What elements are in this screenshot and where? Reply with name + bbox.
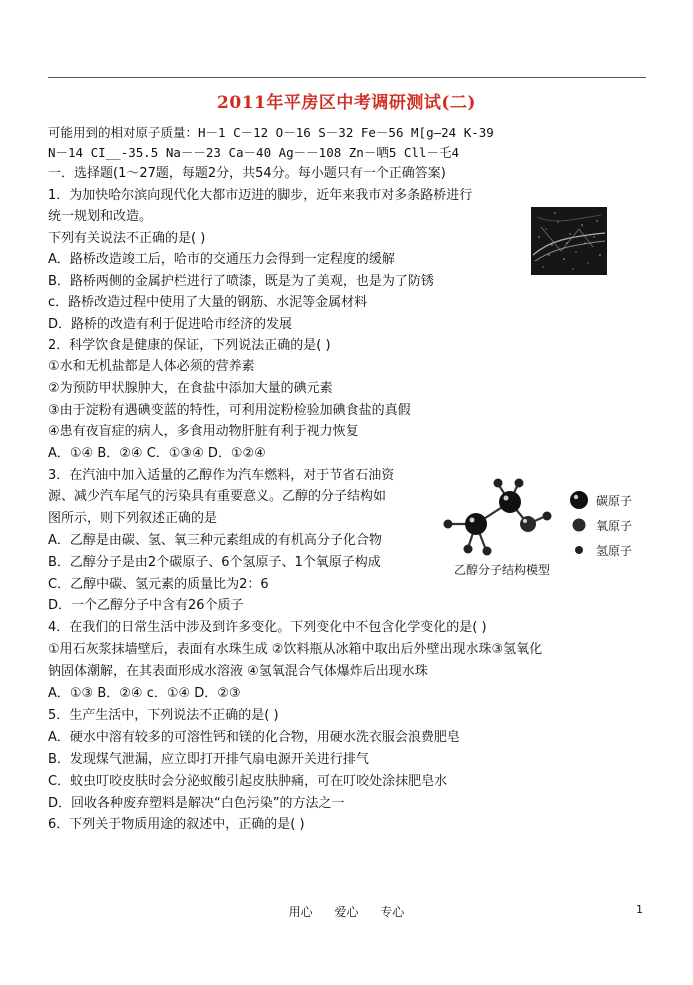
ethanol-model-figure <box>440 478 645 582</box>
page-footer: 用心 爱心 专心 <box>288 905 405 919</box>
page-number: 1 <box>636 903 643 916</box>
figure-caption: 乙醇分子结构模型 <box>454 563 551 577</box>
question-line: 1．为加快哈尔滨向现代化大都市迈进的脚步，近年来我市对多条路桥进行 <box>48 188 473 203</box>
option-line: A．路桥改造竣工后，哈市的交通压力会得到一定程度的缓解 <box>48 252 395 267</box>
question-line: 下列有关说法不正确的是( ) <box>48 231 206 246</box>
statement-line: ①水和无机盐都是人体必须的营养素 <box>48 359 255 374</box>
legend-hydrogen-label: 氢原子 <box>596 544 633 558</box>
option-line: B．发现煤气泄漏，应立即打开排气扇电源开关进行排气 <box>48 752 369 767</box>
option-line: B．乙醇分子是由2个碳原子、6个氢原子、1个氧原子构成 <box>48 555 381 570</box>
option-line: C．蚊虫叮咬皮肤时会分泌蚁酸引起皮肤肿痛，可在叮咬处涂抹肥皂水 <box>48 774 448 789</box>
statement-line: ③由于淀粉有遇碘变蓝的特性，可利用淀粉检验加碘食盐的真假 <box>48 403 411 418</box>
question-line: 统一规划和改造。 <box>48 209 153 224</box>
question-line: 源、减少汽车尾气的污染具有重要意义。乙醇的分子结构如 <box>48 489 387 504</box>
option-line: A．①③ B．②④ c．①④ D．②③ <box>48 686 241 701</box>
statement-line: 钠固体潮解，在其表面形成水溶液 ④氢氧混合气体爆炸后出现水珠 <box>48 664 428 679</box>
legend-carbon-label: 碳原子 <box>596 494 633 508</box>
statement-line: ④患有夜盲症的病人，多食用动物肝脏有利于视力恢复 <box>48 424 359 439</box>
option-line: A．①④ B．②④ C．①③④ D．①②④ <box>48 446 266 461</box>
option-line: D．回收各种废弃塑料是解决“白色污染”的方法之一 <box>48 796 345 811</box>
option-line: D．路桥的改造有利于促进哈市经济的发展 <box>48 317 293 332</box>
question-line: 6．下列关于物质用途的叙述中，正确的是( ) <box>48 817 305 832</box>
section-header: 一．选择题(1～27题，每题2分，共54分。每小题只有一个正确答案) <box>48 166 446 181</box>
question-line: 5．生产生活中，下列说法不正确的是( ) <box>48 708 279 723</box>
top-rule <box>48 77 646 78</box>
option-line: D．一个乙醇分子中含有26个质子 <box>48 598 244 613</box>
question-line: 2．科学饮食是健康的保证，下列说法正确的是( ) <box>48 338 331 353</box>
bridge-photo <box>531 207 607 275</box>
legend-oxygen-label: 氧原子 <box>596 519 633 533</box>
question-line: 4．在我们的日常生活中涉及到许多变化。下列变化中不包含化学变化的是( ) <box>48 620 487 635</box>
atomic-mass-line-1: 可能用到的相对原子质量：H－1 C－12 O－16 S－32 Fe－56 M[g—24 K-39 <box>48 125 494 140</box>
option-line: C．乙醇中碳、氢元素的质量比为2：6 <box>48 577 269 592</box>
statement-line: ①用石灰浆抹墙壁后，表面有水珠生成 ②饮料瓶从冰箱中取出后外壁出现水珠③氢氧化 <box>48 642 543 657</box>
option-line: c．路桥改造过程中使用了大量的钢筋、水泥等金属材料 <box>48 295 368 310</box>
option-line: A．乙醇是由碳、氢、氧三种元素组成的有机高分子化合物 <box>48 533 382 548</box>
statement-line: ②为预防甲状腺肿大，在食盐中添加大量的碘元素 <box>48 381 333 396</box>
option-line: A．硬水中溶有较多的可溶性钙和镁的化合物，用硬水洗衣服会浪费肥皂 <box>48 730 460 745</box>
atomic-mass-line-2: N－14 CI__-35.5 Na－－23 Ca－40 Ag－－108 Zn－哂5 Cll－乇4 <box>48 145 459 160</box>
question-line: 图所示，则下列叙述正确的是 <box>48 511 218 526</box>
question-line: 3．在汽油中加入适量的乙醇作为汽车燃料，对于节省石油资 <box>48 468 395 483</box>
option-line: B．路桥两侧的金属护栏进行了喷漆，既是为了美观，也是为了防锈 <box>48 274 434 289</box>
document-title: 2011年平房区中考调研测试(二) <box>217 93 476 113</box>
